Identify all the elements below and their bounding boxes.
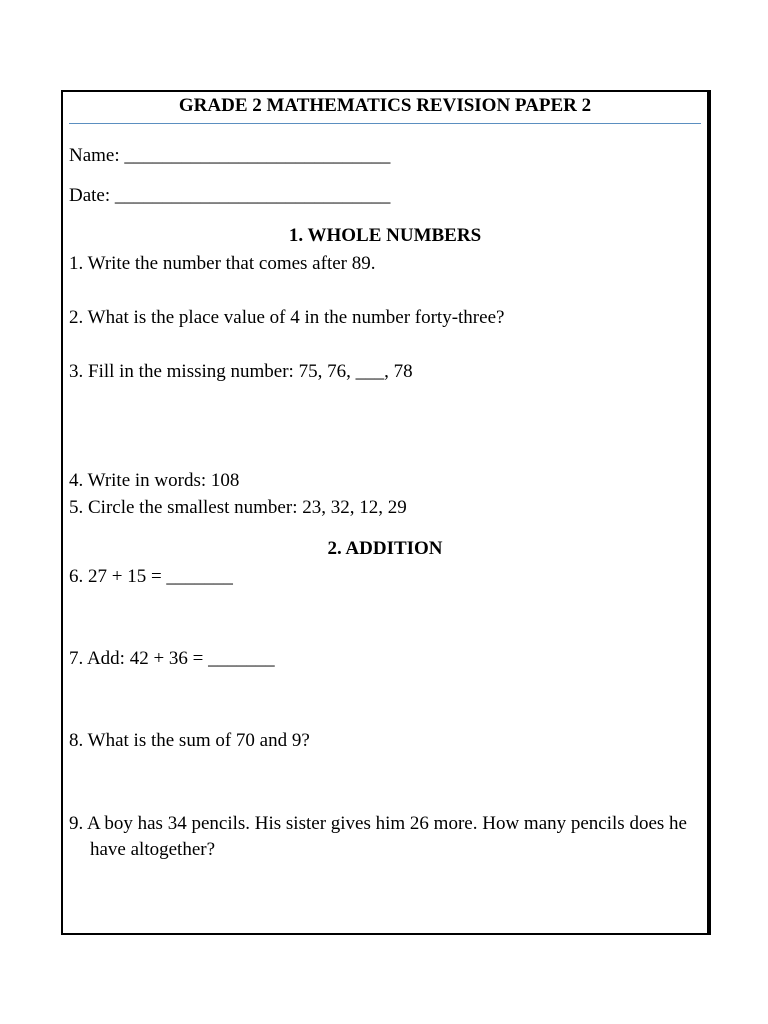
section-heading-addition: 2. ADDITION xyxy=(327,538,443,559)
name-field-line: Name: ____________________________ xyxy=(69,145,391,166)
question-3: 3. Fill in the missing number: 75, 76, ___, 78 xyxy=(69,361,413,382)
date-field-line: Date: _____________________________ xyxy=(69,185,391,206)
question-4: 4. Write in words: 108 xyxy=(69,470,240,491)
question-9: 9. A boy has 34 pencils. His sister gives him 26 more. How many pencils does he have altogether? xyxy=(69,813,687,860)
question-8: 8. What is the sum of 70 and 9? xyxy=(69,730,310,751)
page-title: GRADE 2 MATHEMATICS REVISION PAPER 2 xyxy=(178,95,592,116)
section-heading-whole-numbers: 1. WHOLE NUMBERS xyxy=(288,225,482,246)
title-divider xyxy=(69,123,701,124)
question-5: 5. Circle the smallest number: 23, 32, 12, 29 xyxy=(69,497,407,518)
worksheet-page xyxy=(61,90,709,935)
question-6: 6. 27 + 15 = _______ xyxy=(69,566,233,587)
question-2: 2. What is the place value of 4 in the number forty-three? xyxy=(69,307,505,328)
question-7: 7. Add: 42 + 36 = _______ xyxy=(69,648,275,669)
question-1: 1. Write the number that comes after 89. xyxy=(69,253,376,274)
